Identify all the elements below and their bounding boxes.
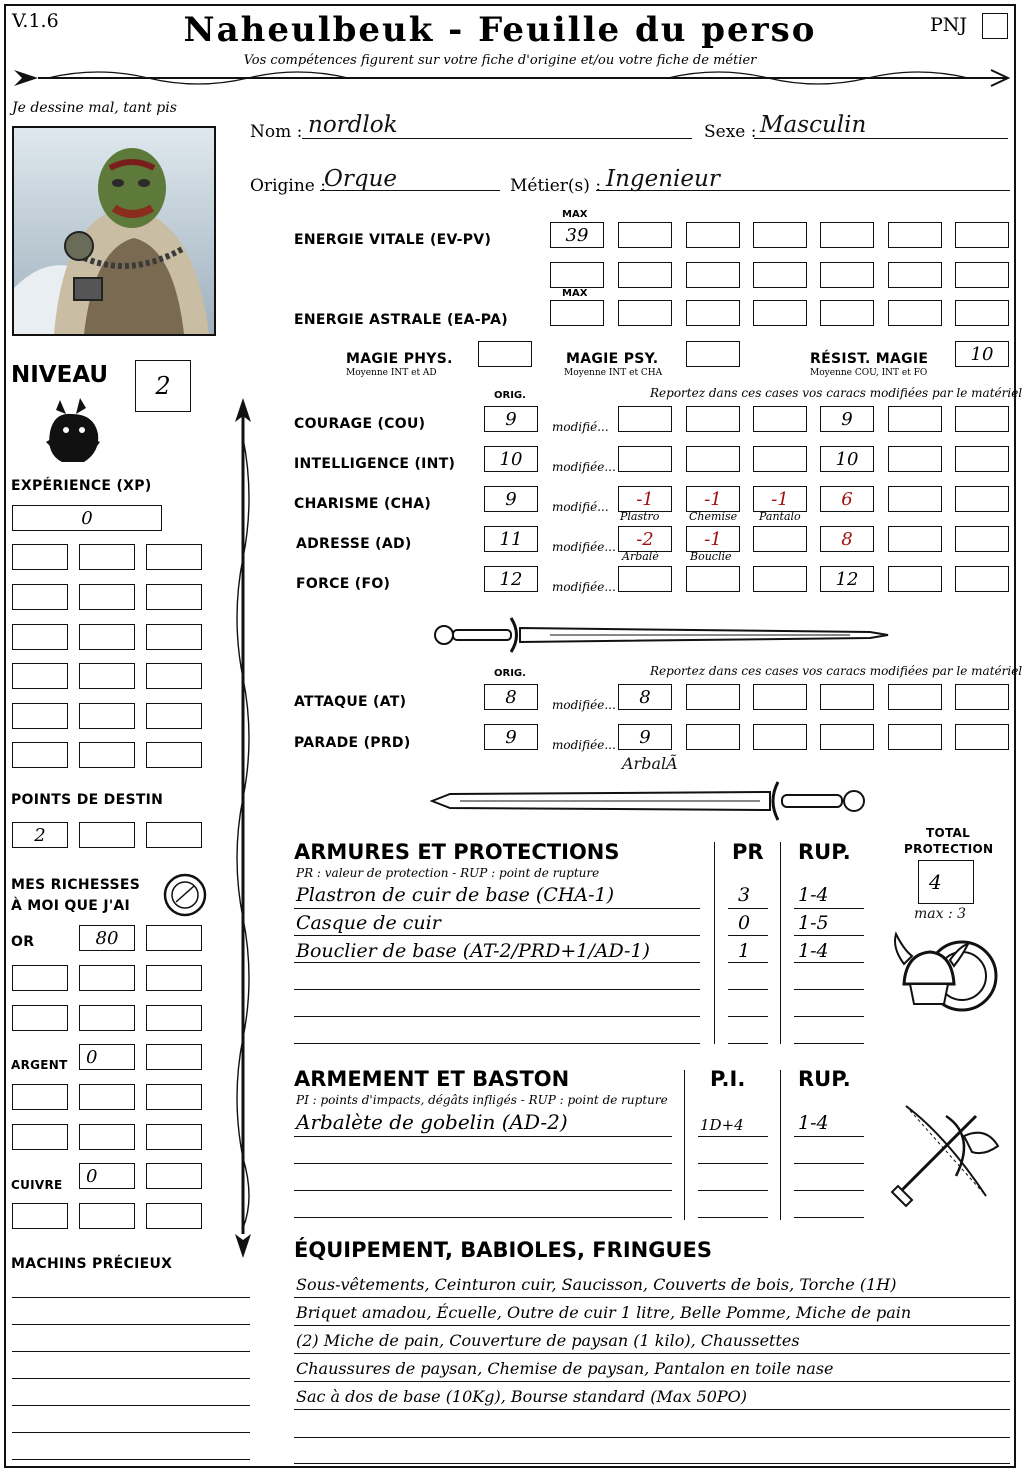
arme-line	[294, 1136, 672, 1137]
combat-orig-header: ORIG.	[494, 668, 526, 679]
magie-psy-box[interactable]	[686, 341, 740, 367]
argent-box[interactable]: 0	[79, 1044, 135, 1070]
ev-box[interactable]	[550, 262, 604, 288]
armure-name[interactable]: Bouclier de base (AT-2/PRD+1/AD-1)	[296, 940, 650, 962]
machins-line[interactable]	[12, 1459, 250, 1460]
or-box[interactable]	[146, 965, 202, 991]
ev-box[interactable]	[955, 222, 1009, 248]
equipement-rule	[294, 1409, 1010, 1410]
armement-sub: PI : points d'impacts, dégâts infligés - RUP : point de rupture	[296, 1093, 668, 1107]
armure-pr[interactable]: 3	[738, 884, 751, 906]
or-box[interactable]	[12, 1005, 68, 1031]
machins-label: MACHINS PRÉCIEUX	[11, 1256, 173, 1272]
coin-icon	[162, 872, 208, 918]
carac-mod-box[interactable]	[753, 446, 807, 472]
or-box[interactable]	[146, 1005, 202, 1031]
equipement-line[interactable]: Sous-vêtements, Ceinturon cuir, Saucisson, Couverts de bois, Torche (1H)	[296, 1275, 897, 1294]
arme-pi-line	[698, 1190, 768, 1191]
magie-phys-sub: Moyenne INT et AD	[346, 368, 437, 378]
total-protection-box[interactable]: 4	[918, 860, 974, 904]
magie-phys-box[interactable]	[478, 341, 532, 367]
armure-pr-line	[728, 908, 768, 909]
ev-box[interactable]	[753, 262, 807, 288]
argent-box[interactable]	[12, 1084, 68, 1110]
armures-rup-header: RUP.	[798, 840, 851, 864]
machins-line[interactable]	[12, 1405, 250, 1406]
arme-pi-line	[698, 1217, 768, 1218]
arme-line	[294, 1163, 672, 1164]
sexe-label: Sexe :	[704, 122, 757, 142]
equipement-line[interactable]: Briquet amadou, Écuelle, Outre de cuir 1 litre, Belle Pomme, Miche de pain	[296, 1303, 912, 1322]
sexe-line	[754, 138, 1008, 139]
ev-box[interactable]	[618, 222, 672, 248]
or-label: OR	[11, 934, 35, 950]
destin-label: POINTS DE DESTIN	[11, 792, 164, 808]
arme-rup-line	[794, 1163, 864, 1164]
carac-mod-label: modifié...	[552, 420, 609, 434]
combat-note-header: Reportez dans ces cases vos caracs modifiées par le matériel	[650, 664, 1023, 678]
argent-box[interactable]	[146, 1084, 202, 1110]
carac-mod-box[interactable]	[618, 406, 672, 432]
carac-orig-box[interactable]: 9	[484, 486, 538, 512]
arme-name[interactable]: Arbalète de gobelin (AD-2)	[296, 1110, 568, 1134]
ea-box[interactable]	[955, 300, 1009, 326]
armure-rup-line	[794, 1016, 864, 1017]
arme-rup-line	[794, 1136, 864, 1137]
combat-mod-box[interactable]	[888, 724, 942, 750]
equipement-rule	[294, 1381, 1010, 1382]
sexe-value[interactable]: Masculin	[760, 112, 867, 138]
armures-divider	[714, 842, 715, 1044]
argent-box[interactable]	[79, 1084, 135, 1110]
arme-line	[294, 1217, 672, 1218]
carac-mod-note: Chemise	[689, 510, 738, 523]
xp-label: EXPÉRIENCE (XP)	[11, 478, 152, 494]
xp-extra-box[interactable]	[79, 624, 135, 650]
combat-mod-box[interactable]	[820, 724, 874, 750]
resist-magie-label: RÉSIST. MAGIE	[810, 351, 929, 367]
combat-label: ATTAQUE (AT)	[294, 694, 407, 710]
armure-rup-line	[794, 935, 864, 936]
header-spear-ornament	[8, 62, 1014, 92]
carac-orig-box[interactable]: 11	[484, 526, 538, 552]
magie-psy-sub: Moyenne INT et CHA	[564, 368, 663, 378]
armure-pr-line	[728, 1016, 768, 1017]
armure-rup[interactable]: 1-4	[798, 884, 829, 906]
ev-box[interactable]	[686, 222, 740, 248]
total-protection-label-2: PROTECTION	[904, 842, 994, 856]
destin-box[interactable]	[79, 822, 135, 848]
ev-max-box[interactable]: 39	[550, 222, 604, 248]
equipement-line[interactable]: Chaussures de paysan, Chemise de paysan, Pantalon en toile nase	[296, 1359, 834, 1378]
equipement-rule	[294, 1297, 1010, 1298]
cuivre-box[interactable]: 0	[79, 1163, 135, 1189]
equipement-rule	[294, 1463, 1010, 1464]
armure-name[interactable]: Plastron de cuir de base (CHA-1)	[296, 884, 615, 906]
carac-mod-box[interactable]: 8	[820, 526, 874, 552]
combat-mod-label: modifiée...	[552, 738, 616, 752]
xp-extra-box[interactable]	[12, 584, 68, 610]
carac-mod-label: modifié...	[552, 500, 609, 514]
armure-pr[interactable]: 1	[738, 940, 751, 962]
carac-mod-box[interactable]	[955, 406, 1009, 432]
arme-rup-line	[794, 1190, 864, 1191]
carac-mod-label: modifiée...	[552, 540, 616, 554]
niveau-label: NIVEAU	[11, 362, 109, 388]
armure-pr[interactable]: 0	[738, 912, 751, 934]
carac-mod-box[interactable]: 10	[820, 446, 874, 472]
destin-box[interactable]	[146, 822, 202, 848]
ea-box[interactable]	[820, 300, 874, 326]
carac-mod-box[interactable]	[753, 566, 807, 592]
cuivre-box[interactable]	[146, 1163, 202, 1189]
ev-box[interactable]	[888, 222, 942, 248]
armement-title: ARMEMENT ET BASTON	[294, 1067, 570, 1091]
carac-mod-note: Bouclie	[690, 550, 732, 563]
machins-line[interactable]	[12, 1432, 250, 1433]
armure-rup-line	[794, 908, 864, 909]
resist-magie-box[interactable]: 10	[955, 341, 1009, 367]
carac-mod-box[interactable]: 12	[820, 566, 874, 592]
armement-divider	[684, 1070, 685, 1220]
carac-label: COURAGE (COU)	[294, 416, 426, 432]
ev-box[interactable]	[686, 262, 740, 288]
arme-pi-line	[698, 1163, 768, 1164]
combat-mod-box[interactable]: 9	[618, 724, 672, 750]
armure-rup[interactable]: 1-4	[798, 940, 829, 962]
ev-box[interactable]	[820, 222, 874, 248]
total-protection-label: TOTAL	[926, 826, 971, 840]
armures-pr-header: PR	[732, 840, 764, 864]
resist-magie-sub: Moyenne COU, INT et FO	[810, 368, 928, 378]
combat-mod-note: ArbalÃ	[622, 754, 678, 773]
armure-line	[294, 1043, 700, 1044]
nom-value[interactable]: nordlok	[308, 112, 398, 138]
carac-mod-box[interactable]	[955, 486, 1009, 512]
magie-phys-label: MAGIE PHYS.	[346, 351, 453, 367]
carac-mod-box[interactable]	[686, 406, 740, 432]
xp-extra-box[interactable]	[146, 663, 202, 689]
carac-mod-box[interactable]	[955, 566, 1009, 592]
xp-extra-box[interactable]	[79, 663, 135, 689]
combat-label: PARADE (PRD)	[294, 735, 411, 751]
ea-box[interactable]	[753, 300, 807, 326]
carac-orig-box[interactable]: 12	[484, 566, 538, 592]
armures-sub: PR : valeur de protection - RUP : point de rupture	[296, 866, 600, 880]
arme-pi[interactable]: 1D+4	[700, 1116, 744, 1134]
page-title: Naheulbeuk - Feuille du perso	[183, 10, 817, 50]
xp-extra-box[interactable]	[79, 584, 135, 610]
carac-mod-box[interactable]	[888, 486, 942, 512]
xp-box[interactable]: 0	[12, 505, 162, 531]
or-box[interactable]	[79, 965, 135, 991]
sword-ornament	[430, 612, 890, 658]
carac-mod-box[interactable]	[888, 446, 942, 472]
arme-rup[interactable]: 1-4	[798, 1112, 829, 1134]
armure-line	[294, 935, 700, 936]
armure-line	[294, 908, 700, 909]
xp-extra-box[interactable]	[146, 584, 202, 610]
combat-mod-box[interactable]: 8	[618, 684, 672, 710]
equipement-line[interactable]: (2) Miche de pain, Couverture de paysan (1 kilo), Chaussettes	[296, 1331, 800, 1350]
machins-line[interactable]	[12, 1324, 250, 1325]
combat-mod-box[interactable]	[955, 684, 1009, 710]
helmet-shield-icon	[890, 924, 1000, 1024]
sword-ornament	[430, 778, 875, 824]
carac-mod-box[interactable]	[888, 566, 942, 592]
argent-box[interactable]	[146, 1124, 202, 1150]
carac-mod-box[interactable]: -1	[618, 486, 672, 512]
or-box[interactable]	[79, 1005, 135, 1031]
carac-label: FORCE (FO)	[296, 576, 391, 592]
argent-box[interactable]	[79, 1124, 135, 1150]
destin-box[interactable]: 2	[12, 822, 68, 848]
combat-mod-box[interactable]	[686, 724, 740, 750]
ev-box[interactable]	[955, 262, 1009, 288]
armement-pi-header: P.I.	[710, 1067, 746, 1091]
cuivre-label: CUIVRE	[11, 1178, 63, 1192]
ea-max-box[interactable]	[550, 300, 604, 326]
origine-value[interactable]: Orque	[324, 166, 397, 192]
or-box[interactable]	[12, 965, 68, 991]
ev-box[interactable]	[618, 262, 672, 288]
ea-label: ENERGIE ASTRALE (EA-PA)	[294, 312, 508, 328]
nom-label: Nom :	[250, 122, 303, 142]
xp-extra-box[interactable]	[79, 544, 135, 570]
xp-extra-box[interactable]	[12, 703, 68, 729]
total-protection-max: max : 3	[914, 906, 967, 922]
weapons-icon	[886, 1096, 1006, 1216]
carac-mod-box[interactable]	[618, 566, 672, 592]
armures-title: ARMURES ET PROTECTIONS	[294, 840, 620, 864]
equipement-line[interactable]: Sac à dos de base (10Kg), Bourse standard (Max 50PO)	[296, 1387, 748, 1406]
carac-label: CHARISME (CHA)	[294, 496, 432, 512]
carac-orig-box[interactable]: 9	[484, 406, 538, 432]
combat-mod-box[interactable]	[955, 724, 1009, 750]
carac-mod-note: Arbalè	[622, 550, 659, 563]
carac-mod-box[interactable]: 6	[820, 486, 874, 512]
metier-label: Métier(s) :	[510, 176, 602, 196]
carac-mod-box[interactable]	[888, 526, 942, 552]
xp-extra-box[interactable]	[79, 703, 135, 729]
magie-psy-label: MAGIE PSY.	[566, 351, 659, 367]
ea-box[interactable]	[618, 300, 672, 326]
pnj-checkbox[interactable]	[982, 13, 1008, 39]
carac-mod-box[interactable]	[686, 566, 740, 592]
xp-extra-box[interactable]	[12, 544, 68, 570]
equipement-rule	[294, 1437, 1010, 1438]
carac-mod-box[interactable]: -1	[686, 526, 740, 552]
ev-box[interactable]	[888, 262, 942, 288]
ea-box[interactable]	[888, 300, 942, 326]
equipement-rule	[294, 1353, 1010, 1354]
carac-mod-box[interactable]	[618, 446, 672, 472]
combat-mod-box[interactable]	[820, 684, 874, 710]
ea-box[interactable]	[686, 300, 740, 326]
ev-box[interactable]	[753, 222, 807, 248]
carac-mod-label: modifiée...	[552, 580, 616, 594]
carac-mod-box[interactable]	[753, 406, 807, 432]
argent-label: ARGENT	[11, 1058, 68, 1072]
nom-line	[302, 138, 692, 139]
combat-mod-box[interactable]	[686, 684, 740, 710]
pnj-label: PNJ	[930, 14, 968, 36]
armure-rup-line	[794, 1043, 864, 1044]
armure-line	[294, 1016, 700, 1017]
carac-mod-box[interactable]: -1	[686, 486, 740, 512]
arme-rup-line	[794, 1217, 864, 1218]
carac-note: Reportez dans ces cases vos caracs modifiées par le matériel	[650, 386, 1023, 400]
combat-mod-label: modifiée...	[552, 698, 616, 712]
version-label: V.1.6	[12, 10, 59, 32]
carac-mod-box[interactable]	[888, 406, 942, 432]
metier-value[interactable]: Ingenieur	[606, 166, 720, 192]
combat-orig-box[interactable]: 8	[484, 684, 538, 710]
or-box[interactable]	[146, 925, 202, 951]
carac-mod-box[interactable]: -2	[618, 526, 672, 552]
ev-box[interactable]	[820, 262, 874, 288]
xp-extra-box[interactable]	[79, 742, 135, 768]
xp-extra-box[interactable]	[146, 624, 202, 650]
carac-mod-box[interactable]: 9	[820, 406, 874, 432]
arme-pi-line	[698, 1136, 768, 1137]
carac-mod-box[interactable]: -1	[753, 486, 807, 512]
armure-rup-line	[794, 962, 864, 963]
ev-label: ENERGIE VITALE (EV-PV)	[294, 232, 492, 248]
armure-pr-line	[728, 1043, 768, 1044]
ea-max-label: MAX	[562, 288, 588, 299]
combat-orig-box[interactable]: 9	[484, 724, 538, 750]
armure-pr-line	[728, 989, 768, 990]
xp-extra-box[interactable]	[12, 742, 68, 768]
armure-pr-line	[728, 935, 768, 936]
xp-extra-box[interactable]	[12, 624, 68, 650]
cuivre-box[interactable]	[12, 1203, 68, 1229]
armure-rup-line	[794, 989, 864, 990]
armure-name[interactable]: Casque de cuir	[296, 912, 441, 934]
xp-extra-box[interactable]	[12, 663, 68, 689]
ev-max-label: MAX	[562, 209, 588, 220]
xp-extra-box[interactable]	[146, 742, 202, 768]
equipement-rule	[294, 1325, 1010, 1326]
carac-mod-box[interactable]	[753, 526, 807, 552]
or-box[interactable]: 80	[79, 925, 135, 951]
carac-label: ADRESSE (AD)	[296, 536, 412, 552]
armure-pr-line	[728, 962, 768, 963]
cuivre-box[interactable]	[79, 1203, 135, 1229]
carac-mod-box[interactable]	[686, 446, 740, 472]
armement-divider	[780, 1070, 781, 1220]
xp-extra-box[interactable]	[146, 544, 202, 570]
carac-mod-box[interactable]	[955, 446, 1009, 472]
carac-label: INTELLIGENCE (INT)	[294, 456, 456, 472]
armures-divider	[780, 842, 781, 1044]
machins-line[interactable]	[12, 1297, 250, 1298]
armure-rup[interactable]: 1-5	[798, 912, 829, 934]
equipement-title: ÉQUIPEMENT, BABIOLES, FRINGUES	[294, 1238, 712, 1262]
machins-line[interactable]	[12, 1378, 250, 1379]
argent-box[interactable]	[146, 1044, 202, 1070]
richesses-label: MES RICHESSES	[11, 877, 141, 893]
xp-extra-box[interactable]	[146, 703, 202, 729]
carac-mod-note: Pantalo	[759, 510, 801, 523]
orig-header: ORIG.	[494, 390, 526, 401]
page-subtitle: Vos compétences figurent sur votre fiche d'origine et/ou votre fiche de métier	[243, 53, 757, 68]
armement-rup-header: RUP.	[798, 1067, 851, 1091]
combat-mod-box[interactable]	[753, 724, 807, 750]
combat-mod-box[interactable]	[888, 684, 942, 710]
combat-mod-box[interactable]	[753, 684, 807, 710]
cuivre-box[interactable]	[146, 1203, 202, 1229]
portrait-caption: Je dessine mal, tant pis	[12, 100, 177, 116]
carac-mod-label: modifiée...	[552, 460, 616, 474]
character-portrait	[12, 126, 216, 336]
armure-line	[294, 989, 700, 990]
carac-mod-box[interactable]	[955, 526, 1009, 552]
machins-line[interactable]	[12, 1351, 250, 1352]
origine-label: Origine :	[250, 176, 326, 196]
niveau-box[interactable]: 2	[135, 360, 191, 412]
vertical-spear-ornament	[228, 398, 258, 1258]
richesses-label-2: À MOI QUE J'AI	[11, 898, 131, 914]
carac-mod-note: Plastro	[620, 510, 660, 523]
argent-box[interactable]	[12, 1124, 68, 1150]
armure-line	[294, 962, 700, 963]
carac-orig-box[interactable]: 10	[484, 446, 538, 472]
arme-line	[294, 1190, 672, 1191]
dragon-icon	[40, 392, 106, 466]
